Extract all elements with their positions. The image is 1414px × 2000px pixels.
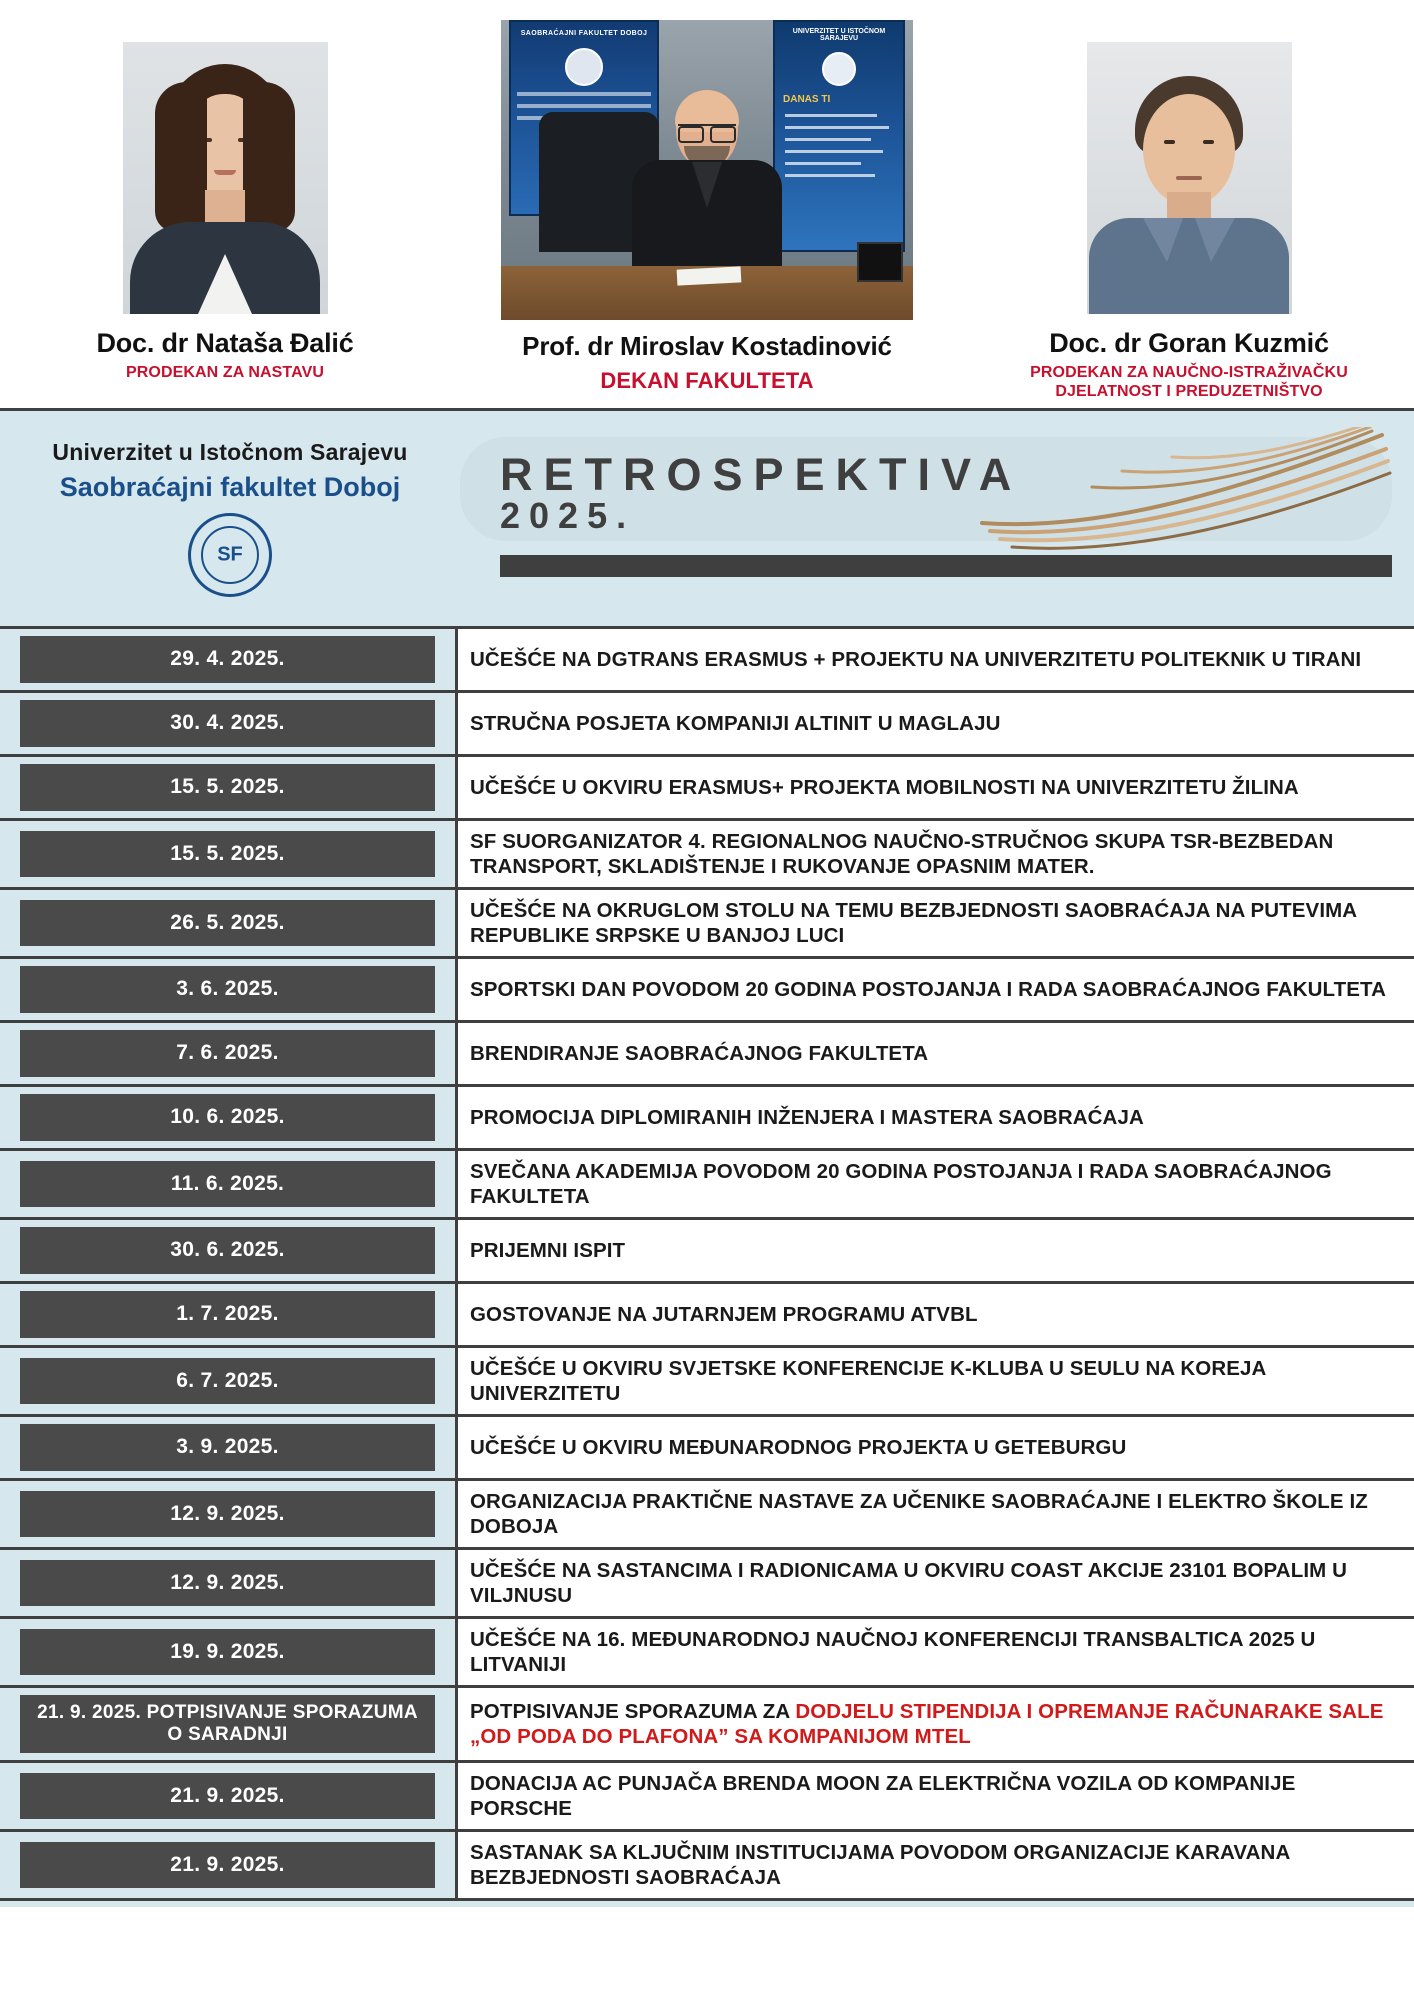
description-cell (455, 757, 1414, 818)
date-badge: 6. 7. 2025. (20, 1358, 435, 1404)
description-cell (455, 1550, 1414, 1616)
date-badge: 12. 9. 2025. (20, 1560, 435, 1606)
date-badge: 15. 5. 2025. (20, 831, 435, 877)
date-cell (0, 1763, 455, 1829)
date-badge: 21. 9. 2025. (20, 1842, 435, 1888)
description-cell (455, 1087, 1414, 1148)
person-card-prodekan-nastava (60, 20, 390, 383)
event-description: UČEŠĆE U OKVIRU ERASMUS+ PROJEKTA MOBILNOSTI NA UNIVERZITETU ŽILINA (470, 776, 1299, 799)
person-card-dekan (492, 20, 922, 394)
event-description: BRENDIRANJE SAOBRAĆAJNOG FAKULTETA (470, 1042, 929, 1065)
description-cell (455, 629, 1414, 690)
event-description (470, 1699, 1396, 1749)
description-cell (455, 693, 1414, 754)
table-row (0, 1148, 1414, 1217)
date-cell (0, 1220, 455, 1281)
event-description: PRIJEMNI ISPIT (470, 1239, 626, 1262)
table-row (0, 956, 1414, 1020)
description-cell (455, 1619, 1414, 1685)
date-badge: 7. 6. 2025. (20, 1030, 435, 1076)
table-row (0, 887, 1414, 956)
description-cell (455, 1481, 1414, 1547)
description-cell (455, 1151, 1414, 1217)
faculty-logo-icon (188, 513, 272, 597)
university-name: Univerzitet u Istočnom Sarajevu (52, 439, 408, 465)
description-cell (455, 1688, 1414, 1760)
event-description: GOSTOVANJE NA JUTARNJEM PROGRAMU ATVBL (470, 1303, 978, 1326)
table-row (0, 1020, 1414, 1084)
description-cell (455, 821, 1414, 887)
event-description-highlight: DODJELU STIPENDIJA I OPREMANJE RAČUNARAKE SALE „OD PODA DO PLAFONA” SA KOMPANIJOM MTEL (470, 1699, 1384, 1748)
date-cell (0, 1023, 455, 1084)
table-row (0, 1414, 1414, 1478)
person-name: Doc. dr Goran Kuzmić (1049, 328, 1329, 358)
event-description: SVEČANA AKADEMIJA POVODOM 20 GODINA POSTOJANJA I RADA SAOBRAĆAJNOG FAKULTETA (470, 1160, 1332, 1208)
date-badge: 19. 9. 2025. (20, 1629, 435, 1675)
date-cell (0, 693, 455, 754)
table-row (0, 690, 1414, 754)
event-description: UČEŠĆE NA 16. MEĐUNARODNOJ NAUČNOJ KONFERENCIJI TRANSBALTICA 2025 U LITVANIJI (470, 1628, 1316, 1676)
date-cell (0, 1619, 455, 1685)
table-row (0, 1345, 1414, 1414)
description-cell (455, 1832, 1414, 1898)
table-row (0, 1760, 1414, 1829)
date-cell (0, 1550, 455, 1616)
table-row (0, 1217, 1414, 1281)
date-cell (0, 1481, 455, 1547)
event-description: UČEŠĆE U OKVIRU SVJETSKE KONFERENCIJE K-KLUBA U SEULU NA KOREJA UNIVERZITETU (470, 1357, 1266, 1405)
description-cell (455, 1284, 1414, 1345)
date-cell (0, 1151, 455, 1217)
event-description: UČEŠĆE U OKVIRU MEĐUNARODNOG PROJEKTA U GETEBURGU (470, 1436, 1127, 1459)
description-cell (455, 1763, 1414, 1829)
faculty-logo-text: SF (217, 543, 243, 566)
table-row-highlight (0, 1685, 1414, 1760)
date-cell (0, 1417, 455, 1478)
date-badge: 30. 6. 2025. (20, 1227, 435, 1273)
description-cell (455, 1417, 1414, 1478)
event-description: UČEŠĆE NA SASTANCIMA I RADIONICAMA U OKVIRU COAST AKCIJE 23101 BOPALIM U VILJNUSU (470, 1559, 1348, 1607)
event-description: UČEŠĆE NA DGTRANS ERASMUS + PROJEKTU NA UNIVERZITETU POLITEKNIK U TIRANI (470, 648, 1362, 671)
table-row (0, 1084, 1414, 1148)
event-description: STRUČNA POSJETA KOMPANIJI ALTINIT U MAGLAJU (470, 712, 1001, 735)
table-row (0, 1478, 1414, 1547)
date-cell (0, 890, 455, 956)
date-cell (0, 757, 455, 818)
portrait-photo-miroslav-kostadinovic: SAOBRAĆAJNI FAKULTET DOBOJ UNIVERZITET U ISTOČNOM SARAJEVU DANAS TI (501, 20, 913, 320)
date-badge: 29. 4. 2025. (20, 636, 435, 682)
table-row (0, 754, 1414, 818)
description-cell (455, 1023, 1414, 1084)
portrait-photo-goran-kuzmic (1087, 42, 1292, 314)
date-cell (0, 821, 455, 887)
title-block (460, 411, 1414, 626)
date-cell (0, 1284, 455, 1345)
description-cell (455, 890, 1414, 956)
description-cell (455, 1220, 1414, 1281)
date-badge: 12. 9. 2025. (20, 1491, 435, 1537)
event-description: ORGANIZACIJA PRAKTIČNE NASTAVE ZA UČENIKE SAOBRAĆAJNE I ELEKTRO ŠKOLE IZ DOBOJA (470, 1490, 1368, 1538)
date-cell (0, 1832, 455, 1898)
date-badge: 15. 5. 2025. (20, 764, 435, 810)
event-description: PROMOCIJA DIPLOMIRANIH INŽENJERA I MASTERA SAOBRAĆAJA (470, 1106, 1144, 1129)
faculty-name: Saobraćajni fakultet Doboj (59, 472, 401, 502)
event-description: UČEŠĆE NA OKRUGLOM STOLU NA TEMU BEZBJEDNOSTI SAOBRAĆAJA NA PUTEVIMA REPUBLIKE SRPSKE U BANJOJ LUCI (470, 899, 1357, 947)
person-card-prodekan-nir (1024, 20, 1354, 402)
event-description-plain: POTPISIVANJE SPORAZUMA ZA (470, 1699, 796, 1723)
table-row (0, 1547, 1414, 1616)
event-description: DONACIJA AC PUNJAČA BRENDA MOON ZA ELEKTRIČNA VOZILA OD KOMPANIJE PORSCHE (470, 1771, 1296, 1820)
date-badge: 21. 9. 2025. POTPISIVANJE SPORAZUMA O SARADNJI (20, 1695, 435, 1753)
description-cell (455, 1348, 1414, 1414)
date-badge: 30. 4. 2025. (20, 700, 435, 746)
date-badge: 3. 6. 2025. (20, 966, 435, 1012)
university-block (0, 411, 460, 626)
date-badge: 21. 9. 2025. (20, 1773, 435, 1819)
table-row (0, 818, 1414, 887)
page-title: RETROSPEKTIVA (500, 449, 1023, 500)
table-row (0, 1281, 1414, 1345)
title-pill (460, 437, 1392, 541)
portrait-photo-natasa-djalic (123, 42, 328, 314)
date-cell (0, 959, 455, 1020)
timeline-list (0, 626, 1414, 1907)
poster-header (0, 408, 1414, 626)
date-cell (0, 1688, 455, 1760)
date-badge: 1. 7. 2025. (20, 1291, 435, 1337)
page-subtitle: 2025. (500, 495, 636, 536)
person-role: PRODEKAN ZA NAUČNO-ISTRAŽIVAČKU DJELATNOST I PREDUZETNIŠTVO (1030, 364, 1348, 400)
person-role: PRODEKAN ZA NASTAVU (125, 364, 325, 382)
date-badge: 26. 5. 2025. (20, 900, 435, 946)
date-cell (0, 629, 455, 690)
person-role: DEKAN FAKULTETA (600, 367, 814, 393)
table-row (0, 1829, 1414, 1901)
person-name: Prof. dr Miroslav Kostadinović (522, 331, 892, 361)
date-badge: 10. 6. 2025. (20, 1094, 435, 1140)
date-badge: 11. 6. 2025. (20, 1161, 435, 1207)
date-cell (0, 1348, 455, 1414)
title-underbar (500, 555, 1392, 577)
event-description: SPORTSKI DAN POVODOM 20 GODINA POSTOJANJA I RADA SAOBRAĆAJNOG FAKULTETA (470, 978, 1387, 1001)
event-description: SF SUORGANIZATOR 4. REGIONALNOG NAUČNO-STRUČNOG SKUPA TSR-BEZBEDAN TRANSPORT, SKLADIŠTENJE I RUKOVANJE OPASNIM MATER. (470, 830, 1334, 878)
date-badge: 3. 9. 2025. (20, 1424, 435, 1470)
decorative-swoosh-icon (972, 427, 1392, 557)
table-row (0, 626, 1414, 690)
event-description: SASTANAK SA KLJUČNIM INSTITUCIJAMA POVODOM ORGANIZACIJE KARAVANA BEZBJEDNOSTI SAOBRAĆAJA (470, 1840, 1290, 1889)
leadership-section (0, 0, 1414, 408)
description-cell (455, 959, 1414, 1020)
table-row (0, 1616, 1414, 1685)
date-cell (0, 1087, 455, 1148)
person-name: Doc. dr Nataša Đalić (96, 328, 354, 358)
